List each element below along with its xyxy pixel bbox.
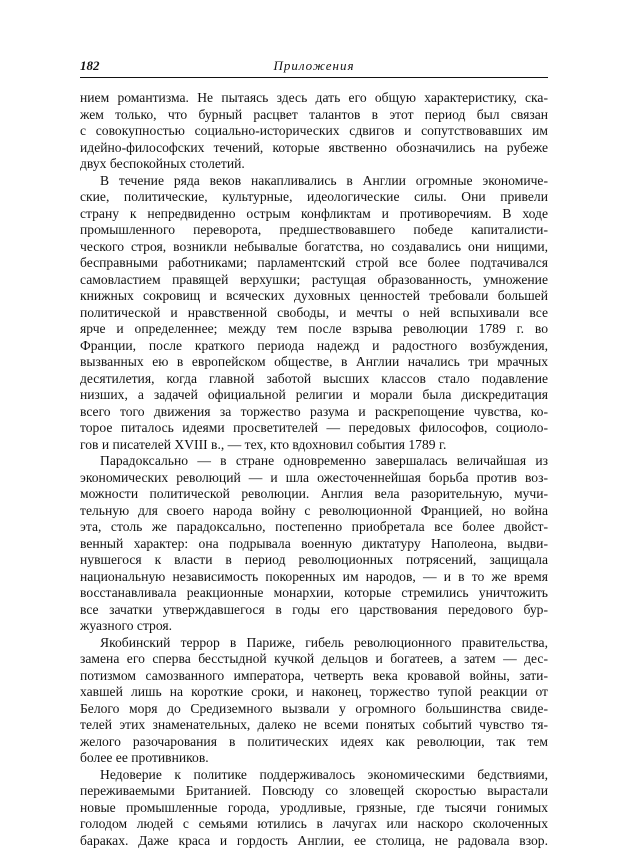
text-line: гов и писателей XVIII в., — тех, кто вдохновил события 1789 г. [80,437,548,454]
text-line: Недоверие к политике поддерживалось экономическими бедствиями, [80,767,548,784]
text-line: голодом людей с семьями ютились в лачугах или наскоро сколоченных [80,816,548,833]
text-line: низших, а задачей официальной религии и морали была дискредитация [80,387,548,404]
text-line: с совокупностью социально-исторических сдвигов и сопутствовавших им [80,123,548,140]
text-line: все зачатки утверждавшегося в годы его царствования передового бур- [80,602,548,619]
page-header [80,58,548,76]
page-number: 182 [80,58,100,74]
text-line: более ее противников. [80,750,548,767]
text-line: Белого моря до Средиземного вызвали у огромного большинства свиде- [80,701,548,718]
text-line: В течение ряда веков накапливались в Англии огромные экономиче- [80,173,548,190]
text-line: вызванных ею в европейском обществе, в Англии начались три мрачных [80,354,548,371]
text-line: самовластием правящей верхушки; растущая образованность, умножение [80,272,548,289]
text-line: эта, столь же парадоксально, постепенно приобретала все более двойст- [80,519,548,536]
text-line: политической и нравственной свободы, и мечты о ней вспыхивали все [80,305,548,322]
text-line: страну к непредвиденно острым конфликтам и противоречиям. В ходе [80,206,548,223]
text-line: экономических революций — и шла ожесточеннейшая борьба против воз- [80,470,548,487]
text-line: промышленного переворота, предшествовавшего победе капиталисти- [80,222,548,239]
text-line: жем только, что бурный расцвет талантов в этот период был связан [80,107,548,124]
text-line: новые промышленные города, уродливые, грязные, где тысячи гонимых [80,800,548,817]
text-line: бесправными работниками; парламентский строй все более подтачивался [80,255,548,272]
text-line: можности политической революции. Англия вела разорительную, мучи- [80,486,548,503]
text-line: Якобинский террор в Париже, гибель революционного правительства, [80,635,548,652]
text-line: телей этих знаменательных, далеко не всеми понятых событий чувство тя- [80,717,548,734]
text-line: восстанавливала реакционные монархии, которые стремились уничтожить [80,585,548,602]
text-line: идейно-философских течений, которые явственно обозначились на рубеже [80,140,548,157]
text-line: национальную независимость покоренных им народов, — и в то же время [80,569,548,586]
text-line: потизмом самозванного императора, четверть века кровавой войны, зати- [80,668,548,685]
body-text [80,90,548,849]
text-line: тельную для своего народа войну с революционной Францией, но война [80,503,548,520]
text-line: венный характер: она подрывала военную диктатуру Наполеона, выдви- [80,536,548,553]
text-line: ческого строя, возникли небывалые богатства, но создавались они нищими, [80,239,548,256]
text-line: бараках. Даже краса и гордость Англии, ее столица, не радовала взор. [80,833,548,849]
text-line: нием романтизма. Не пытаясь здесь дать его общую характеристику, ска- [80,90,548,107]
text-line: всего того движения за торжество разума и раскрепощение чувства, ко- [80,404,548,421]
text-line: нувшегося к власти в период революционных потрясений, защищала [80,552,548,569]
text-line: Франции, после краткого периода надежд и радостного возбуждения, [80,338,548,355]
text-line: книжных сокровищ и всяческих духовных ценностей требовали большей [80,288,548,305]
text-line: хавшей лишь на короткие сроки, и наконец, торжество тупой реакции от [80,684,548,701]
text-line: Парадоксально — в стране одновременно завершалась величайшая из [80,453,548,470]
header-rule [80,77,548,78]
text-line: двух беспокойных столетий. [80,156,548,173]
text-line: десятилетия, когда главной заботой высших классов стало подавление [80,371,548,388]
text-line: желого разочарования в политических идеях как революции, так тем [80,734,548,751]
text-line: ярче и определеннее; между тем после взрыва революции 1789 г. во [80,321,548,338]
running-title: Приложения [80,58,548,74]
text-line: торое питалось идеями просветителей — передовых философов, социоло- [80,420,548,437]
text-line: жуазного строя. [80,618,548,635]
text-line: ские, политические, культурные, идеологические силы. Они привели [80,189,548,206]
text-line: переживаемыми Британией. Повсюду со зловещей скоростью вырастали [80,783,548,800]
text-line: замена его сперва бесстыдной кучкой дельцов и богатеев, а затем — дес- [80,651,548,668]
